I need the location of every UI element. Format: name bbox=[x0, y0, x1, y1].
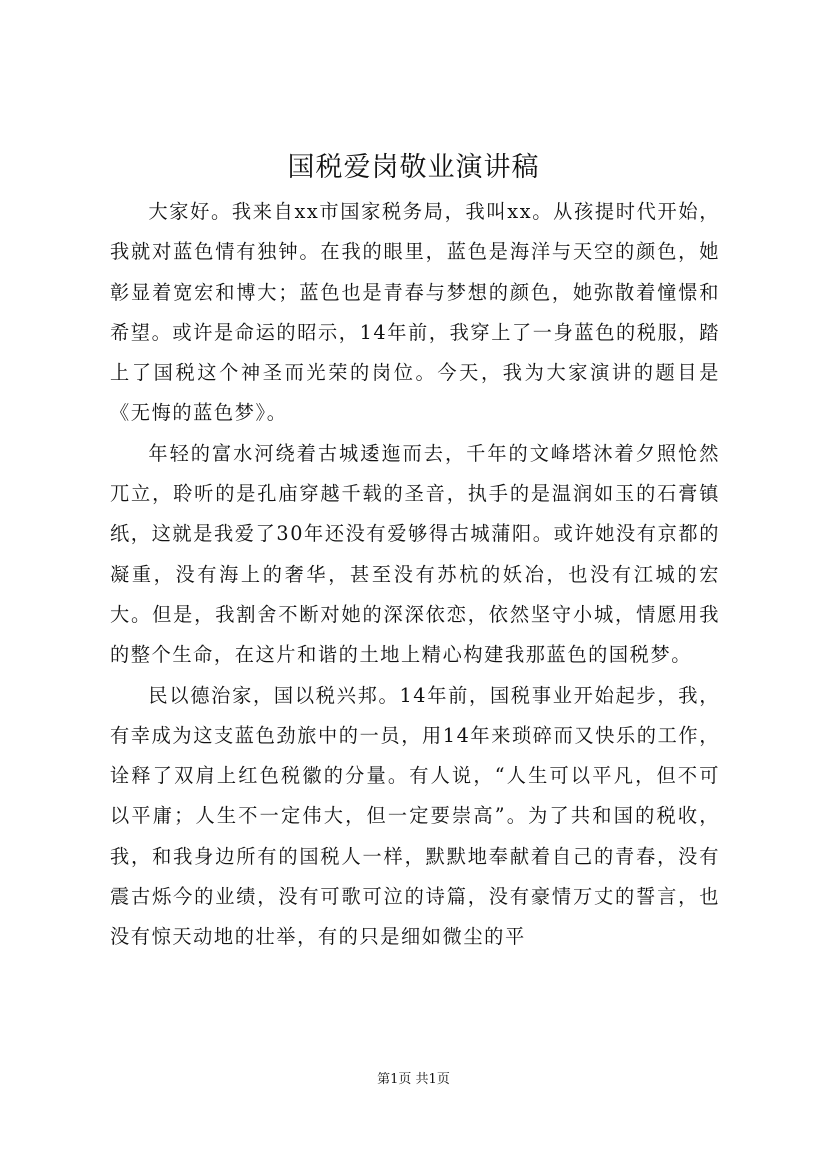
paragraph: 大家好。我来自xx市国家税务局，我叫xx。从孩提时代开始，我就对蓝色情有独钟。在我的眼里，蓝色是海洋与天空的颜色，她彰显着宽宏和博大；蓝色也是青春与梦想的颜色，她弥散着憧憬和希望。或许是命运的昭示，14年前，我穿上了一身蓝色的税服，踏上了国税这个神圣而光荣的岗位。今天，我为大家演讲的题目是《无悔的蓝色梦》。 bbox=[110, 200, 720, 425]
document-body bbox=[110, 192, 720, 958]
paragraph: 年轻的富水河绕着古城逶迤而去，千年的文峰塔沐着夕照怆然兀立，聆听的是孔庙穿越千载的圣音，执手的是温润如玉的石膏镇纸，这就是我爱了30年还没有爱够得古城蒲阳。或许她没有京都的凝重，没有海上的奢华，甚至没有苏杭的妖冶，也没有江城的宏大。但是，我割舍不断对她的深深依恋，依然坚守小城，情愿用我的整个生命，在这片和谐的土地上精心构建我那蓝色的国税梦。 bbox=[110, 441, 720, 667]
document-title: 国税爱岗敬业演讲稿 bbox=[287, 152, 540, 183]
paragraph: 民以德治家，国以税兴邦。14年前，国税事业开始起步，我，有幸成为这支蓝色劲旅中的一员，用14年来琐碎而又快乐的工作，诠释了双肩上红色税徽的分量。有人说，“人生可以平凡，但不可以平庸；人生不一定伟大，但一定要崇高”。为了共和国的税收，我，和我身边所有的国税人一样，默默地奉献着自己的青春，没有震古烁今的业绩，没有可歌可泣的诗篇，没有豪情万丈的誓言，也没有惊天动地的壮举，有的只是细如微尘的平 bbox=[110, 683, 720, 949]
page-footer: 第1页 共1页 bbox=[377, 1072, 450, 1087]
